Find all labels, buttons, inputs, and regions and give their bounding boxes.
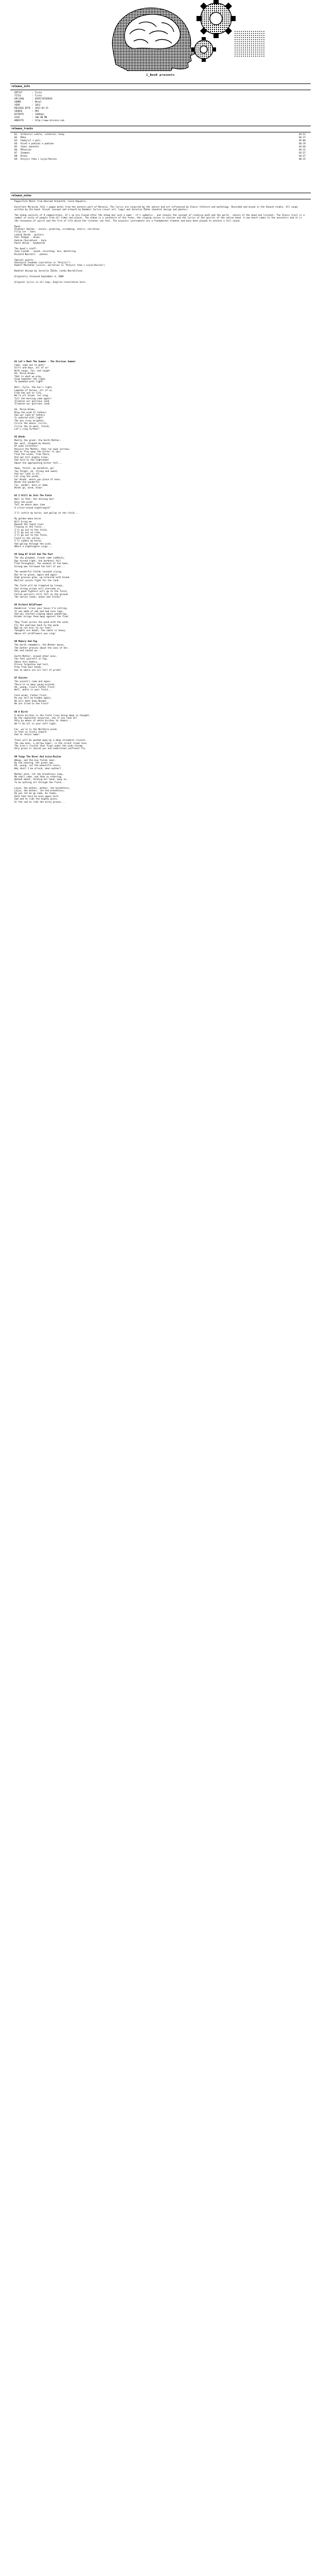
release-info-key: WEBSITE [14, 120, 24, 122]
release-info-separator: : [32, 92, 33, 94]
track-title: Mlhovina [21, 149, 31, 151]
notes-heading: release_notes [11, 194, 32, 197]
lyric-line: Oh, young, cut the beautiful voice, [14, 765, 61, 768]
lyric-line: To weekend with light! [14, 381, 44, 384]
lyric-line: Only grace is shared yes and understood confluent fly. [14, 748, 86, 751]
lyric-line: We'll be all in your soft light. [14, 722, 57, 725]
lyric-line: Find the winds, from there, [14, 453, 50, 456]
track-duration: 04:11 [299, 149, 306, 151]
lyric-line: Mother mine, let the breathless snow, [14, 773, 64, 776]
lyric-line: With songs, fun, and laugh! [14, 369, 50, 372]
lyric-line: Whoop, and the big fields near, [14, 759, 56, 762]
release-info-key: RELEASE DATE [14, 107, 31, 110]
lyric-line: By the neglected resources, she if you look at? [14, 717, 77, 720]
lyric-line: And was started singing about wandering, [14, 613, 68, 616]
lyric-line: Thoughts are doubt, the table is heavy, [14, 630, 66, 633]
release-info-value: Metal [35, 101, 42, 104]
lyric-line: By the heaving, her green own, [14, 762, 55, 765]
lyric-line: We're all drunk, let sing, [14, 395, 49, 398]
lyric-line: Fly the swallows back to the pond, [14, 624, 60, 627]
lyric-line: And our land in all... [14, 473, 44, 476]
lyric-line: Beyond the rapid river [14, 523, 44, 526]
release-info-key: SIZE [14, 116, 20, 119]
track-duration: 06:15 [299, 158, 306, 161]
tracklist-heading: release_tracks [11, 127, 33, 130]
lyric-line: Of wide stretches! [14, 445, 39, 448]
lyric-line: Do you let me go come, be ready, [14, 792, 57, 795]
lyric-line: A silver-mixed night/eagle? [14, 506, 50, 510]
lyric-line: Only good fighters will go to the field, [14, 590, 68, 594]
lyric-line: Or the sad to ride the misty graves... [14, 801, 65, 804]
track-number: 07. [14, 152, 19, 155]
release-notes-text: Pagan/Folk Metal from Uherské Hradiště, Czech Republic. Excellent Moravian folk + pagan metal from the eastern part of Moravia. The lyrics are inspired by the nature and are influenced by Slavic folklore and mythology. Recorded and mixed in the Shaark studio. All songs written by the band. Visual concept and artwork by Radomír Jurica (cover art, logo) and Jaroslav Žáček (booklet design and photos). The album consists of 9 compositions. It's an era closed after the album but such a name - it's symbolic - and reveals the concept of creative path and the world - nature of the band and listener. The Slavic trail is a symbol of unity of people from all times and places. The album is a synthesis of the forms, the singing voices in stories and the lyrics of the spirits of the native band. A new heart comes to the ancestors and it is the resonance of spirit and the fire of life which the listener can feel. The acoustic instruments are a fundamental element and have been played to achieve a full sound. Band: Vladimír Skalka - vocals, growling, screaming, choirs, narration Filip Ler - bass Ludvík Horák - guitars Petr Štěpán - drums Andrea Chorvátová - harp Pavel Holub - keyboards The band's staff: Ivan Lipták - sound, recording, mix, mastering Richard Navrátil - photos Special guests: Anastazie Svoboda (narration in "Hrající") Rudolf Macháček (violin, narration in "Hrající řeka i Lojza-Rozina") Booklet design by Jaroslav Žáček, Lenka Navrátilová Originally released September 4, 2009 Original lyrics in all tops, English translation here: [14, 200, 305, 284]
track-row [14, 158, 306, 161]
release-info-value: 8595178769929 [35, 98, 52, 100]
release-info-separator: : [32, 95, 33, 97]
lyric-line: The wizard's room and again [14, 681, 50, 684]
lyric-heading: 03 I Still Go Into The Field [14, 495, 52, 498]
lyric-line: Sad and to ride the mighty grass, [14, 798, 59, 801]
release-info-separator: : [32, 98, 33, 100]
lyric-line: Do you tell be hidden again, [14, 697, 52, 700]
lyric-line: Oh, young, rivers Father Frost, [14, 686, 56, 689]
lyric-line: Prince forgotten and lost, [14, 663, 49, 666]
lyric-line: Sing together the light, [14, 378, 47, 381]
lyric-line: We will meet Snow Maiden [14, 700, 47, 703]
presents-banner: 1_BooK presents [146, 74, 175, 77]
lyric-line: Dandelion 'cross your house I'm calling, [14, 607, 68, 611]
track-duration: 04:19 [299, 143, 306, 145]
lyric-line: Cold winds, Father Frost, [14, 694, 48, 698]
track-number: 02. [14, 137, 19, 139]
lyric-line: Come, come out to meet! [14, 364, 45, 367]
divider [10, 83, 311, 84]
lyric-line: Earth Mother, around other ones, [14, 655, 57, 658]
lyric-block [14, 436, 306, 489]
lyric-line: The Earth remembers, the Mother moves, [14, 644, 65, 647]
track-title: Brána [21, 155, 27, 158]
track-title: Řeka [21, 137, 26, 139]
lyric-block [14, 553, 306, 599]
lyric-line: Winds the wonderful [14, 481, 40, 484]
lyric-line: The Sun rises brighter, [14, 419, 45, 422]
lyric-line: I'll saddle my horse, [14, 540, 43, 543]
track-number: 04. [14, 143, 19, 145]
release-info-key: BITRATE [14, 113, 24, 116]
track-duration: 03:57 [299, 152, 306, 155]
lyric-line: Fallen warriors still fall on the ground. [14, 593, 69, 596]
release-info-value: 106.80 MB [35, 116, 47, 119]
lyric-line: Let's sing further! [14, 428, 40, 431]
lyric-line: Me shall come, and then as ordering, [14, 776, 63, 779]
release-info-key: SOURCE [14, 110, 23, 113]
lyric-line: And to flow away the bitter in you! [14, 450, 61, 453]
lyric-line: But he no grave, again and again [14, 573, 57, 577]
track-title: Zimní smuteční [21, 146, 40, 148]
lyric-line: To be walking all through the field... [14, 781, 65, 784]
lyric-line: Oh, Perún-Hromo, [14, 409, 36, 412]
lyric-heading: 04 Song Of Grief And The Past [14, 553, 53, 556]
release-info-separator: : [32, 101, 33, 104]
lyric-line: Go! Winds, where you place of ease, [14, 478, 61, 481]
lyric-line: Wall to That, the shining Sun! [14, 498, 55, 501]
release-info-value: MP3 [35, 110, 39, 113]
release-info-value: Čistá [35, 92, 42, 94]
lyric-line: And gallop through the wind, [14, 543, 52, 546]
lyric-line: Let sing the winds, [14, 476, 40, 479]
release-info-separator: : [32, 116, 33, 119]
track-title: Vítězství světla, vítězství lásky [21, 133, 65, 136]
lyric-line: Tell me where does time [14, 504, 45, 507]
lyric-line: They float across the pond with the wind, [14, 621, 69, 624]
track-title: Hrající řeka i Lojza-Rozina [21, 158, 57, 161]
lyric-block [14, 640, 306, 672]
lyric-line: Mostly the great, the Earth Mother, [14, 439, 61, 443]
release-info-key: UPC/EAN [14, 98, 24, 100]
lyric-line: Fled throughout, the enemies of the Gods, [14, 563, 69, 566]
release-info-value: Čistá [35, 95, 42, 97]
release-info-key: ARTIST [14, 92, 23, 94]
lyric-line: I'll go out on ride, [14, 532, 41, 535]
lyric-heading: 07 Visitor [14, 677, 28, 680]
lyric-line: Pray from your hands, [14, 666, 43, 669]
lyric-line: Girls and boys, all of us! [14, 367, 49, 370]
release-info-key: YEAR [14, 104, 20, 107]
lyric-line: Illumine our glorious land! [14, 403, 50, 406]
lyric-line: You forget, oh, strong and sweet, [14, 470, 59, 473]
track-title: Píseň o podzimí a podzimu [21, 143, 54, 145]
lyric-line: Above this memory, [14, 660, 39, 664]
track-number: 05. [14, 146, 19, 148]
lyric-heading: 02 Winds [14, 436, 25, 439]
lyric-line: Well, Fyrie, the Sun's light, [14, 386, 53, 389]
release-info-separator: : [32, 120, 33, 122]
lyric-line: Walked about, holding her hand, away so, [14, 778, 68, 782]
release-info-heading: release_info [11, 85, 30, 88]
lyric-line: Lojza, the mother, let the breathless, [14, 790, 65, 792]
lyric-line: Only the wind! [14, 501, 33, 504]
lyric-line: And to return home! [14, 734, 40, 737]
lyric-line: Circle the to meet, fields, [14, 425, 50, 428]
lyric-line: About the approaching bitter fall... [14, 462, 63, 465]
track-duration: 03:46 [299, 146, 306, 148]
lyric-line: The new ones, a yellow tower, is the silent cloud rose, [14, 742, 88, 745]
lyric-line: Day turned light, the darkness fell [14, 560, 61, 563]
lyric-line: Rejoice the Mother, then run away sorrows, [14, 448, 70, 451]
lyric-line: I'll settle my horse, and gallop to the field... [14, 512, 79, 515]
track-title: Znamení [21, 152, 30, 155]
lyric-block [14, 495, 306, 548]
release-info-key: TITLE [14, 95, 21, 97]
track-duration: 04:27 [299, 155, 306, 158]
release-info-separator: : [32, 113, 33, 116]
lyric-line: The tree's rivulet that flows under the wide stream, [14, 744, 84, 748]
lyric-line: She and cannot we... [14, 649, 41, 652]
lyric-line: Strong man followed the hell of war... [14, 565, 65, 568]
lyric-line: Till the morning come again! [14, 397, 52, 400]
lyric-line: The sky gleamed, clouds came suddenly, [14, 557, 65, 560]
release-info-table [14, 92, 148, 123]
release-info-value: 320kbps [35, 113, 45, 116]
lyric-line: Oh, Perún-Hromo, [14, 372, 36, 376]
lyric-line: Martial voices fight for the land. [14, 579, 60, 582]
lyric-line: Circle the dance, circle, [14, 422, 48, 426]
lyric-line: You feel yourself in fog, [14, 658, 48, 661]
lyric-line: Flowing in the field... [14, 526, 45, 529]
track-number: 06. [14, 149, 19, 151]
lyric-line: Well, where is your field... [14, 689, 52, 692]
lyric-line: It was made of oak and had nine legs, [14, 610, 64, 613]
lyric-line: Far, we're in the Northern winds [14, 728, 57, 731]
release-info-key: GENRE [14, 101, 21, 104]
lyric-block [14, 711, 306, 751]
lyric-heading: 06 Memory And Fog [14, 640, 37, 643]
release-info-separator: : [32, 110, 33, 113]
lyric-line: Did not tell mighty trees, [14, 456, 49, 459]
lyric-block [14, 756, 306, 804]
track-number: 08. [14, 155, 19, 158]
track-number: 03. [14, 140, 19, 142]
tracklist [14, 133, 306, 161]
lyric-line: From the ash to life, [14, 392, 43, 395]
track-duration: 04:52 [299, 133, 306, 136]
lyric-block [14, 677, 306, 706]
track-title: Padající z polí [21, 140, 41, 142]
lyric-line: Trees will be washed away by a deep streamlet rivulet, [14, 739, 86, 742]
lyric-line: Only by means of white birches to remain... [14, 720, 72, 723]
release-info-value: http://www.discozo.com [35, 120, 64, 122]
lyric-line: Far, wonder, here or home [14, 484, 48, 487]
lyric-line: Is endured with light! [14, 417, 44, 420]
lyric-line: Is that so nicely toward [14, 731, 47, 734]
lyric-line: Winds go, wind, blow! [14, 487, 43, 490]
lyric-line: Away, forest, my paradise, go! [14, 467, 55, 470]
track-duration: 05:06 [299, 140, 306, 142]
lyric-line: The wonderful fields resound crying, [14, 571, 63, 574]
release-info-value: 2013-04-15 [35, 107, 48, 110]
lyric-line: We are tried to the Frost! [14, 703, 49, 706]
lyric-line: Legends of heroes, all of us, [14, 389, 53, 392]
lyric-heading: 01 Let's Meet The Summer - The Glorious Summer [14, 361, 76, 363]
lyric-line: Will bring me [14, 520, 32, 523]
lyric-line: I'll go out to the field, [14, 534, 48, 537]
lyric-line: Blow the wind of fathers [14, 411, 47, 414]
lyric-block [14, 604, 306, 635]
lyric-line: High grasses grew, up-coloured with blood, [14, 577, 70, 580]
lyric-line: The field will be trampled by troops, [14, 585, 64, 588]
lyric-line: Why shall I be afraid, dear mother? [14, 767, 61, 770]
lyric-line: Lojza, the mother, mother, the breathless, [14, 787, 70, 790]
lyric-heading: 08 A Birch [14, 710, 28, 714]
lyric-line: The mother presses about the ones of her, [14, 647, 69, 650]
lyric-line: Where a nightingale sings... [14, 546, 52, 549]
lyric-line: Now we can kiss to our feet! [14, 627, 52, 630]
lyric-line: A white birches in the field rises being deep in thought, [14, 714, 91, 717]
lyric-line: That is what we pray, [14, 375, 43, 378]
lyric-line: And our land of fathers [14, 414, 45, 417]
release-info-value: 2013 [35, 104, 41, 107]
lyric-line: Out to where are all full of pride? [14, 669, 61, 672]
lyric-line: Her aunt, shipped by beauty [14, 442, 50, 445]
ascii-art-logo [10, 0, 311, 71]
release-info-separator: : [32, 104, 33, 107]
lyric-line: My golden-mane horse [14, 518, 41, 521]
lyric-block [14, 361, 306, 431]
lyric-line: Hold that here be mine again here [14, 795, 59, 798]
lyric-line: There're so many young wizards, [14, 683, 56, 686]
lyric-heading: 05 Orchard Wildflower [14, 604, 43, 607]
lyric-line: And strong arrows will overcome us, [14, 587, 61, 590]
track-number: 09. [14, 158, 19, 161]
lyric-line: Above all wildflowers you sing! [14, 632, 56, 635]
lyric-line: Field in the valley... [14, 537, 44, 540]
release-info-row [14, 120, 148, 123]
track-number: 01. [14, 133, 19, 136]
lyric-line: Kinder brings them away against the flow! [14, 616, 69, 619]
release-info-separator: : [32, 107, 33, 110]
lyric-line: Illumine our glorious land [14, 400, 49, 403]
lyrics-section [14, 361, 306, 809]
lyric-heading: 09 Twigs The River And Lojza-Rozina [14, 755, 61, 758]
lyric-line: The native lands, ashes and fields! [14, 596, 61, 599]
lyric-line: I'll go out to the field, [14, 529, 48, 532]
lyric-line: And told to the highlander [14, 459, 49, 462]
track-duration: 03:17 [299, 137, 306, 139]
